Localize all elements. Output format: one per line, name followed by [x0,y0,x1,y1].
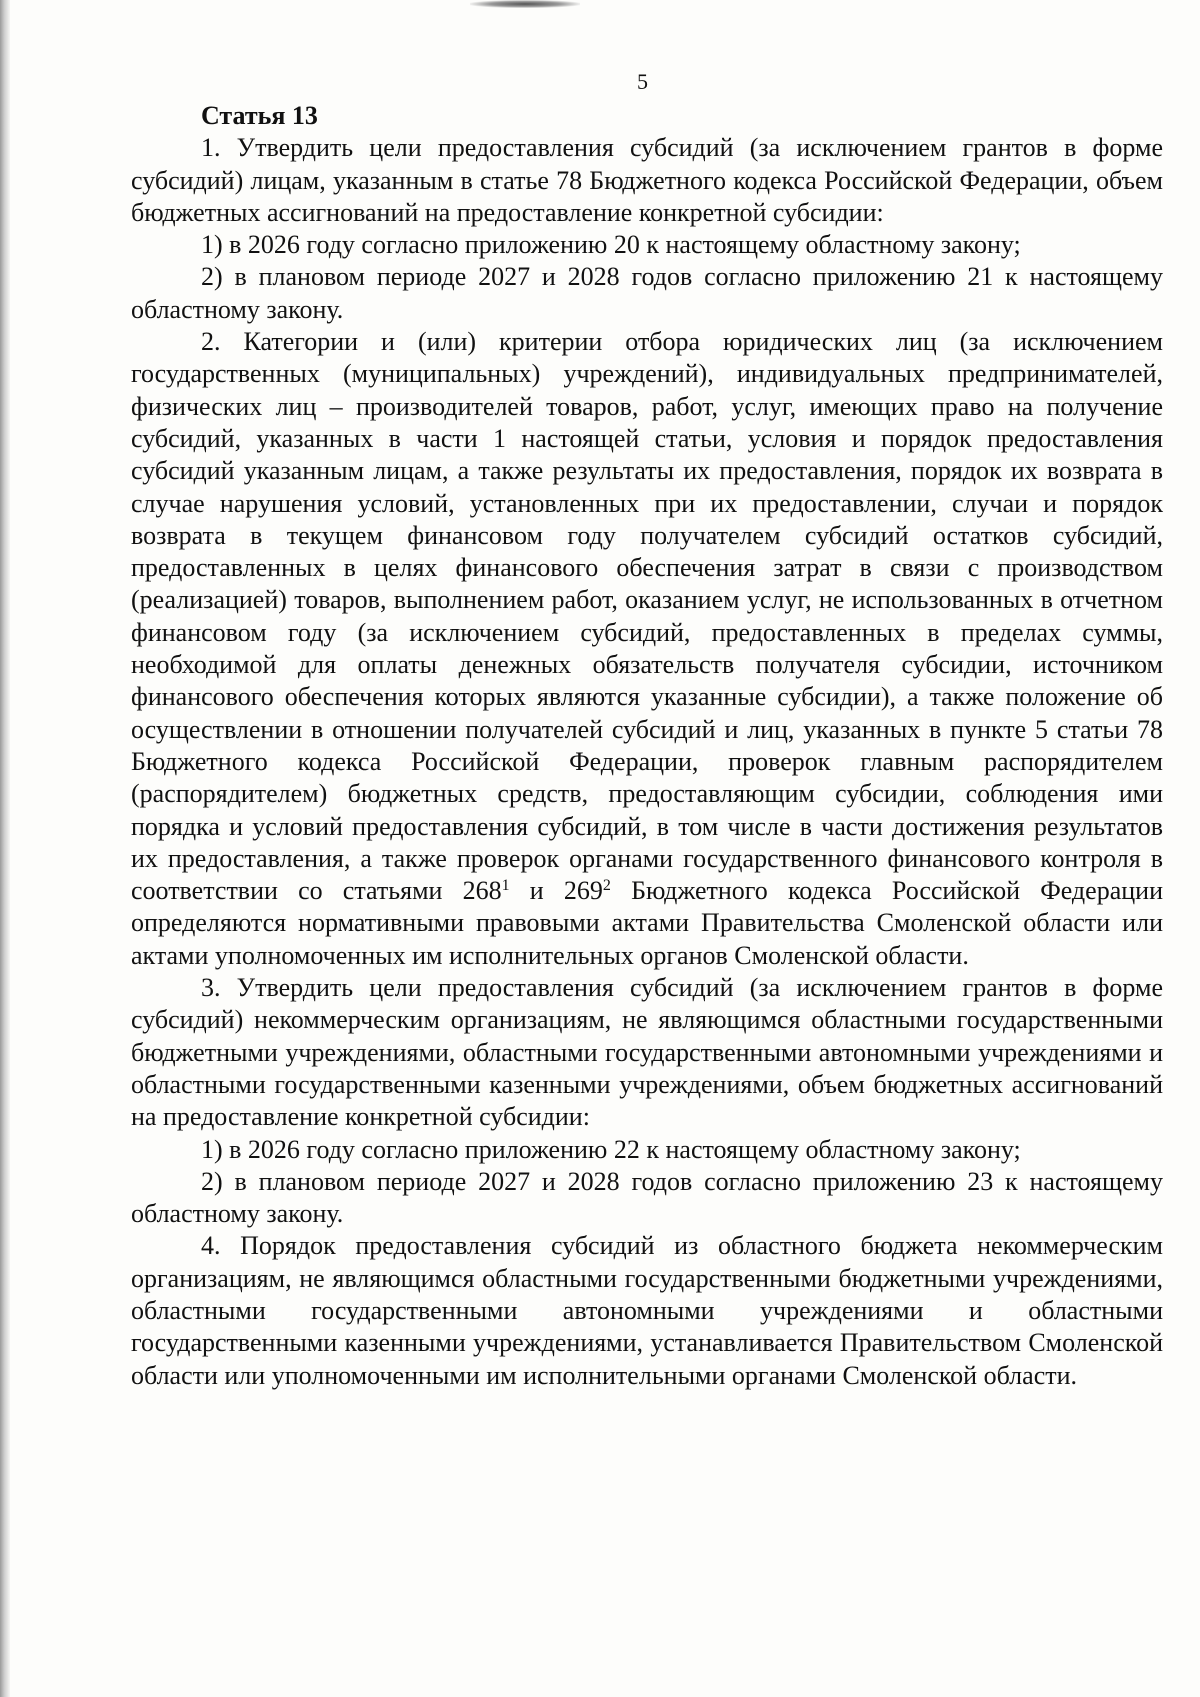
paragraph-2-text-b: и 269 [509,876,603,906]
subitem-1-2: 2) в плановом периоде 2027 и 2028 годов согласно приложению 21 к настоящему областному закону. [131,262,1163,324]
subitem-1-1: 1) в 2026 году согласно приложению 20 к настоящему областному закону; [201,230,1021,260]
paragraph-2 [131,326,1163,972]
article-title: Статья 13 [201,101,318,130]
document-body [131,100,1163,1392]
paragraph-2-text-a: 2. Категории и (или) критерии отбора юридических лиц (за исключением государственных (муниципальных) учреждений), индивидуальных предпринимателей, физических лиц – производителей товаров, работ, услуг, имеющих право на получение субсидий, указанных в части 1 настоящей статьи, условия и порядок предоставления субсидий указанным лицам, а также результаты их предоставления, порядок их возврата в случае нарушения условий, установленных при их предоставлении, случаи и порядок возврата в текущем финансовом году получателем субсидий остатков субсидий, предоставленных в целях финансового обеспечения затрат в связи с производством (реализацией) товаров, выполнением работ, оказанием услуг, не использованных в отчетном финансовом году (за исключением субсидий, предоставленных в пределах суммы, необходимой для оплаты денежных обязательств получателя субсидии, источником финансового обеспечения которых являются указанные субсидии), а также положение об осуществлении в отношении получателей субсидий и лиц, указанных в пункте 5 статьи 78 Бюджетного кодекса Российской Федерации, проверок главным распорядителем (распорядителем) бюджетных средств, предоставляющим субсидии, соблюдения ими порядка и условий предоставления субсидий, в том числе в части достижения результатов их предоставления, а также проверок органами государственного финансового контроля в соответствии со статьями 268 [131,327,1163,906]
paragraph-4: 4. Порядок предоставления субсидий из областного бюджета некоммерческим организациям, не являющимся областными государственными бюджетными учреждениями, областными государственными автономными учреждениями и областными государственными казенными учреждениями, устанавливается Правительством Смоленской области или уполномоченными им исполнительными органами Смоленской области. [131,1231,1163,1390]
paragraph-2-text-c: Бюджетного кодекса Российской Федерации определяются нормативными правовыми актами Правительства Смоленской области или актами уполномоченных им исполнительных органов Смоленской области. [131,876,1163,970]
page-number: 5 [637,69,648,94]
subitem-3-1: 1) в 2026 году согласно приложению 22 к настоящему областному закону; [201,1134,1021,1164]
subitem-3-2: 2) в плановом периоде 2027 и 2028 годов согласно приложению 23 к настоящему областному закону. [131,1166,1163,1229]
scan-smudge [470,0,580,8]
scan-edge-shadow [0,0,10,1697]
superscript-2: 2 [602,877,611,895]
paragraph-1: 1. Утвердить цели предоставления субсидий (за исключением грантов в форме субсидий) лицам, указанным в статье 78 Бюджетного кодекса Российской Федерации, объем бюджетных ассигнований на предоставление конкретной субсидии: [131,133,1163,227]
superscript-1: 1 [501,877,510,895]
paragraph-3: 3. Утвердить цели предоставления субсидий (за исключением грантов в форме субсидий) некоммерческим организациям, не являющимся областными государственными бюджетными учреждениями, областными государственными автономными учреждениями и областными государственными казенными учреждениями, объем бюджетных ассигнований на предоставление конкретной субсидии: [131,973,1163,1132]
